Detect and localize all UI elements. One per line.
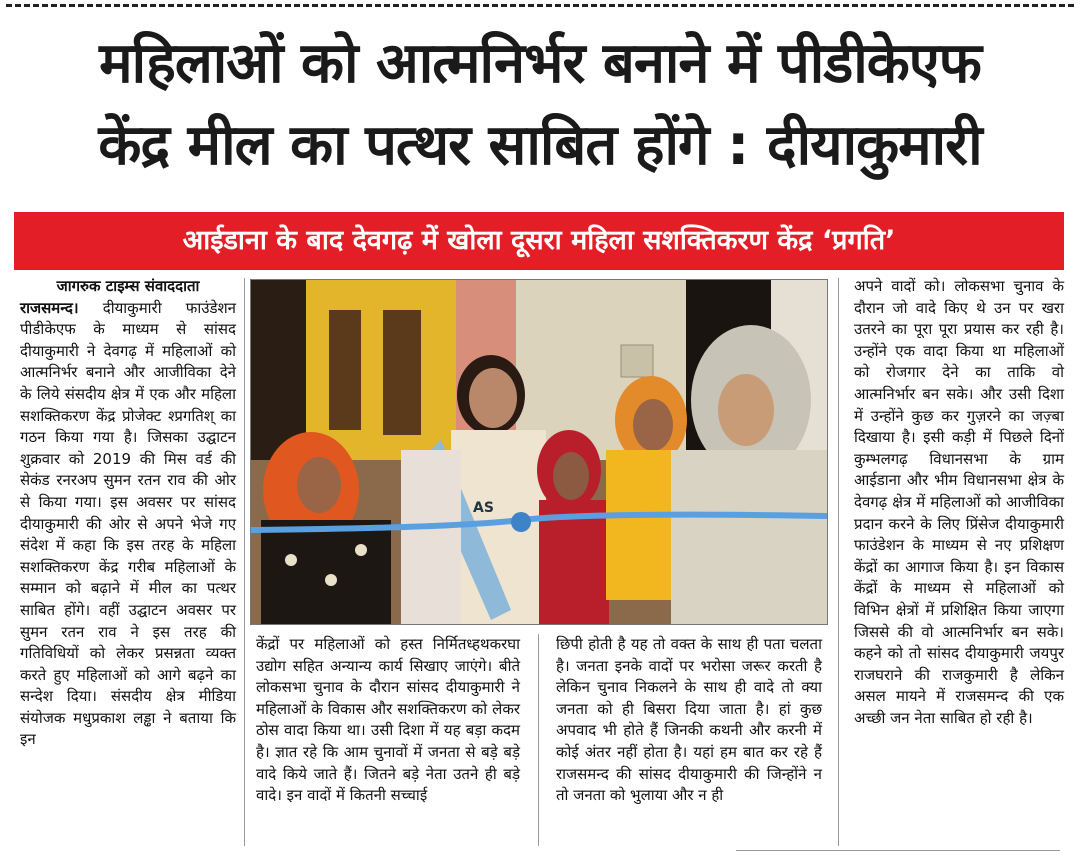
column-divider-3: [838, 278, 839, 846]
column-divider-1: [244, 278, 245, 846]
headline-line-1: महिलाओं को आत्मनिर्भर बनाने में पीडीकेएफ: [99, 31, 981, 96]
dateline: राजसमन्द।: [20, 298, 79, 317]
column-4-text: अपने वादों को। लोकसभा चुनाव के दौरान जो वादे किए थे उन पर खरा उतरने का पूरा पूरा प्रयास कर रही है। उन्होंने एक वादा किया था महिलाओं को रोजगार देने का ताकि वो आत्मनिर्भार बन सके। और उसी दिशा में उन्होंने कुछ कर गुज़रने का जज़्बा दिखाया है। इसी कड़ी में पिछले दिनों कुम्भलगढ़ विधानसभा के ग्राम आईडाना और भीम विधानसभा क्षेत्र के देवगढ़ क्षेत्र में महिलाओं को आजीविका प्रदान करने के लिए प्रिंसेज दीयाकुमारी फाउंडेशन के माध्यम से नए प्रशिक्षण केंद्रों का आगाज किया है। इन विकास केंद्रों के माध्यम से महिलाओं को विभिन क्षेत्रों में प्रशिक्षित किया जाएगा जिससे की वो आत्मनिर्भार बन सके। कहने को तो सांसद दीयाकुमारी जयपुर राजघराने की राजकुमारी है लेकिन असल मायने में राजसमन्द की एक अच्छी जन नेता साबित हो रही है।: [854, 277, 1064, 727]
byline: जागरुक टाइम्स संवाददाता: [56, 277, 200, 295]
news-photo: [250, 279, 828, 625]
sash-text: AS: [473, 500, 494, 516]
top-dashed-border: [6, 4, 1074, 7]
column-2-text: केंद्रों पर महिलाओं को हस्त निर्मितध्हथकरघा उद्योग सहित अन्यान्य कार्य सिखाए जाएंगे। बीते लोकसभा चुनाव के दौरान सांसद दीयाकुमारी ने महिलाओं के विकास और सशक्तिकरण को लेकर ठोस वादा किया था। उसी दिशा में यह बड़ा कदम है। ज्ञात रहे कि आम चुनावों में जनता से बड़े बड़े वादे किये जाते हैं। जितने बड़े नेता उतने ही बड़े वादे। इन वादों में कितनी सच्चाई: [256, 635, 520, 805]
article-column-4: [854, 276, 1064, 729]
article-column-3: [556, 634, 822, 807]
column-1-text: [20, 298, 236, 751]
article-column-2: [256, 634, 520, 807]
article-column-1: [20, 276, 236, 751]
column-1-body: दीयाकुमारी फाउंडेशन पीडीकेएफ के माध्यम से सांसद दीयाकुमारी ने देवगढ़ में महिलाओं को आत्मनिर्भर बनाने और आजीविका देने के लिये संसदीय क्षेत्र में एक और महिला सशक्तिकरण केंद्र प्रोजेक्ट श्प्रगतिश् का गठन किया गया है। जिसका उद्घाटन शुक्रवार को 2019 की मिस वर्ड की सेकंड रनरअप सुमन रतन राव की ओर से किया गया। इस अवसर पर सांसद दीयाकुमारी की ओर से अपने भेजे गए संदेश में कहा कि इस तरह के महिला सशक्तिकरण केंद्र गरीब महिलाओं के सम्मान को बढ़ाने में मील का पत्थर साबित होंगे। वहीं उद्घाटन अवसर पर सुमन रतन राव ने इस तरह की गतिविधियों को लेकर प्रसन्नता व्यक्त करते हुए महिलाओं को आगे बढ़ने का सन्देश दिया। संसदीय क्षेत्र मीडिया संयोजक मधुप्रकाश लड्ढा ने बताया कि इन: [20, 298, 236, 749]
headline-line-2: केंद्र मील का पत्थर साबित होंगे : दीयाकुमारी: [98, 113, 982, 178]
column-3-text: छिपी होती है यह तो वक्त के साथ ही पता चलता है। जनता इनके वादों पर भरोसा जरूर करती है लेकिन चुनाव निकलने के साथ ही वादे तो क्या जनता को ही बिसरा दिया जाता है। हां कुछ अपवाद भी होते हैं जिनकी कथनी और करनी में कोई अंतर नहीं होता है। यहां हम बात कर रहे हैं राजसमन्द की सांसद दीयाकुमारी की जिन्होंने न तो जनता को भुलाया और न ही: [556, 635, 822, 805]
bottom-rule: [736, 850, 1060, 851]
column-divider-2: [538, 634, 539, 846]
subheadline-banner: आईडाना के बाद देवगढ़ में खोला दूसरा महिला सशक्तिकरण केंद्र ‘प्रगति’: [14, 212, 1064, 270]
